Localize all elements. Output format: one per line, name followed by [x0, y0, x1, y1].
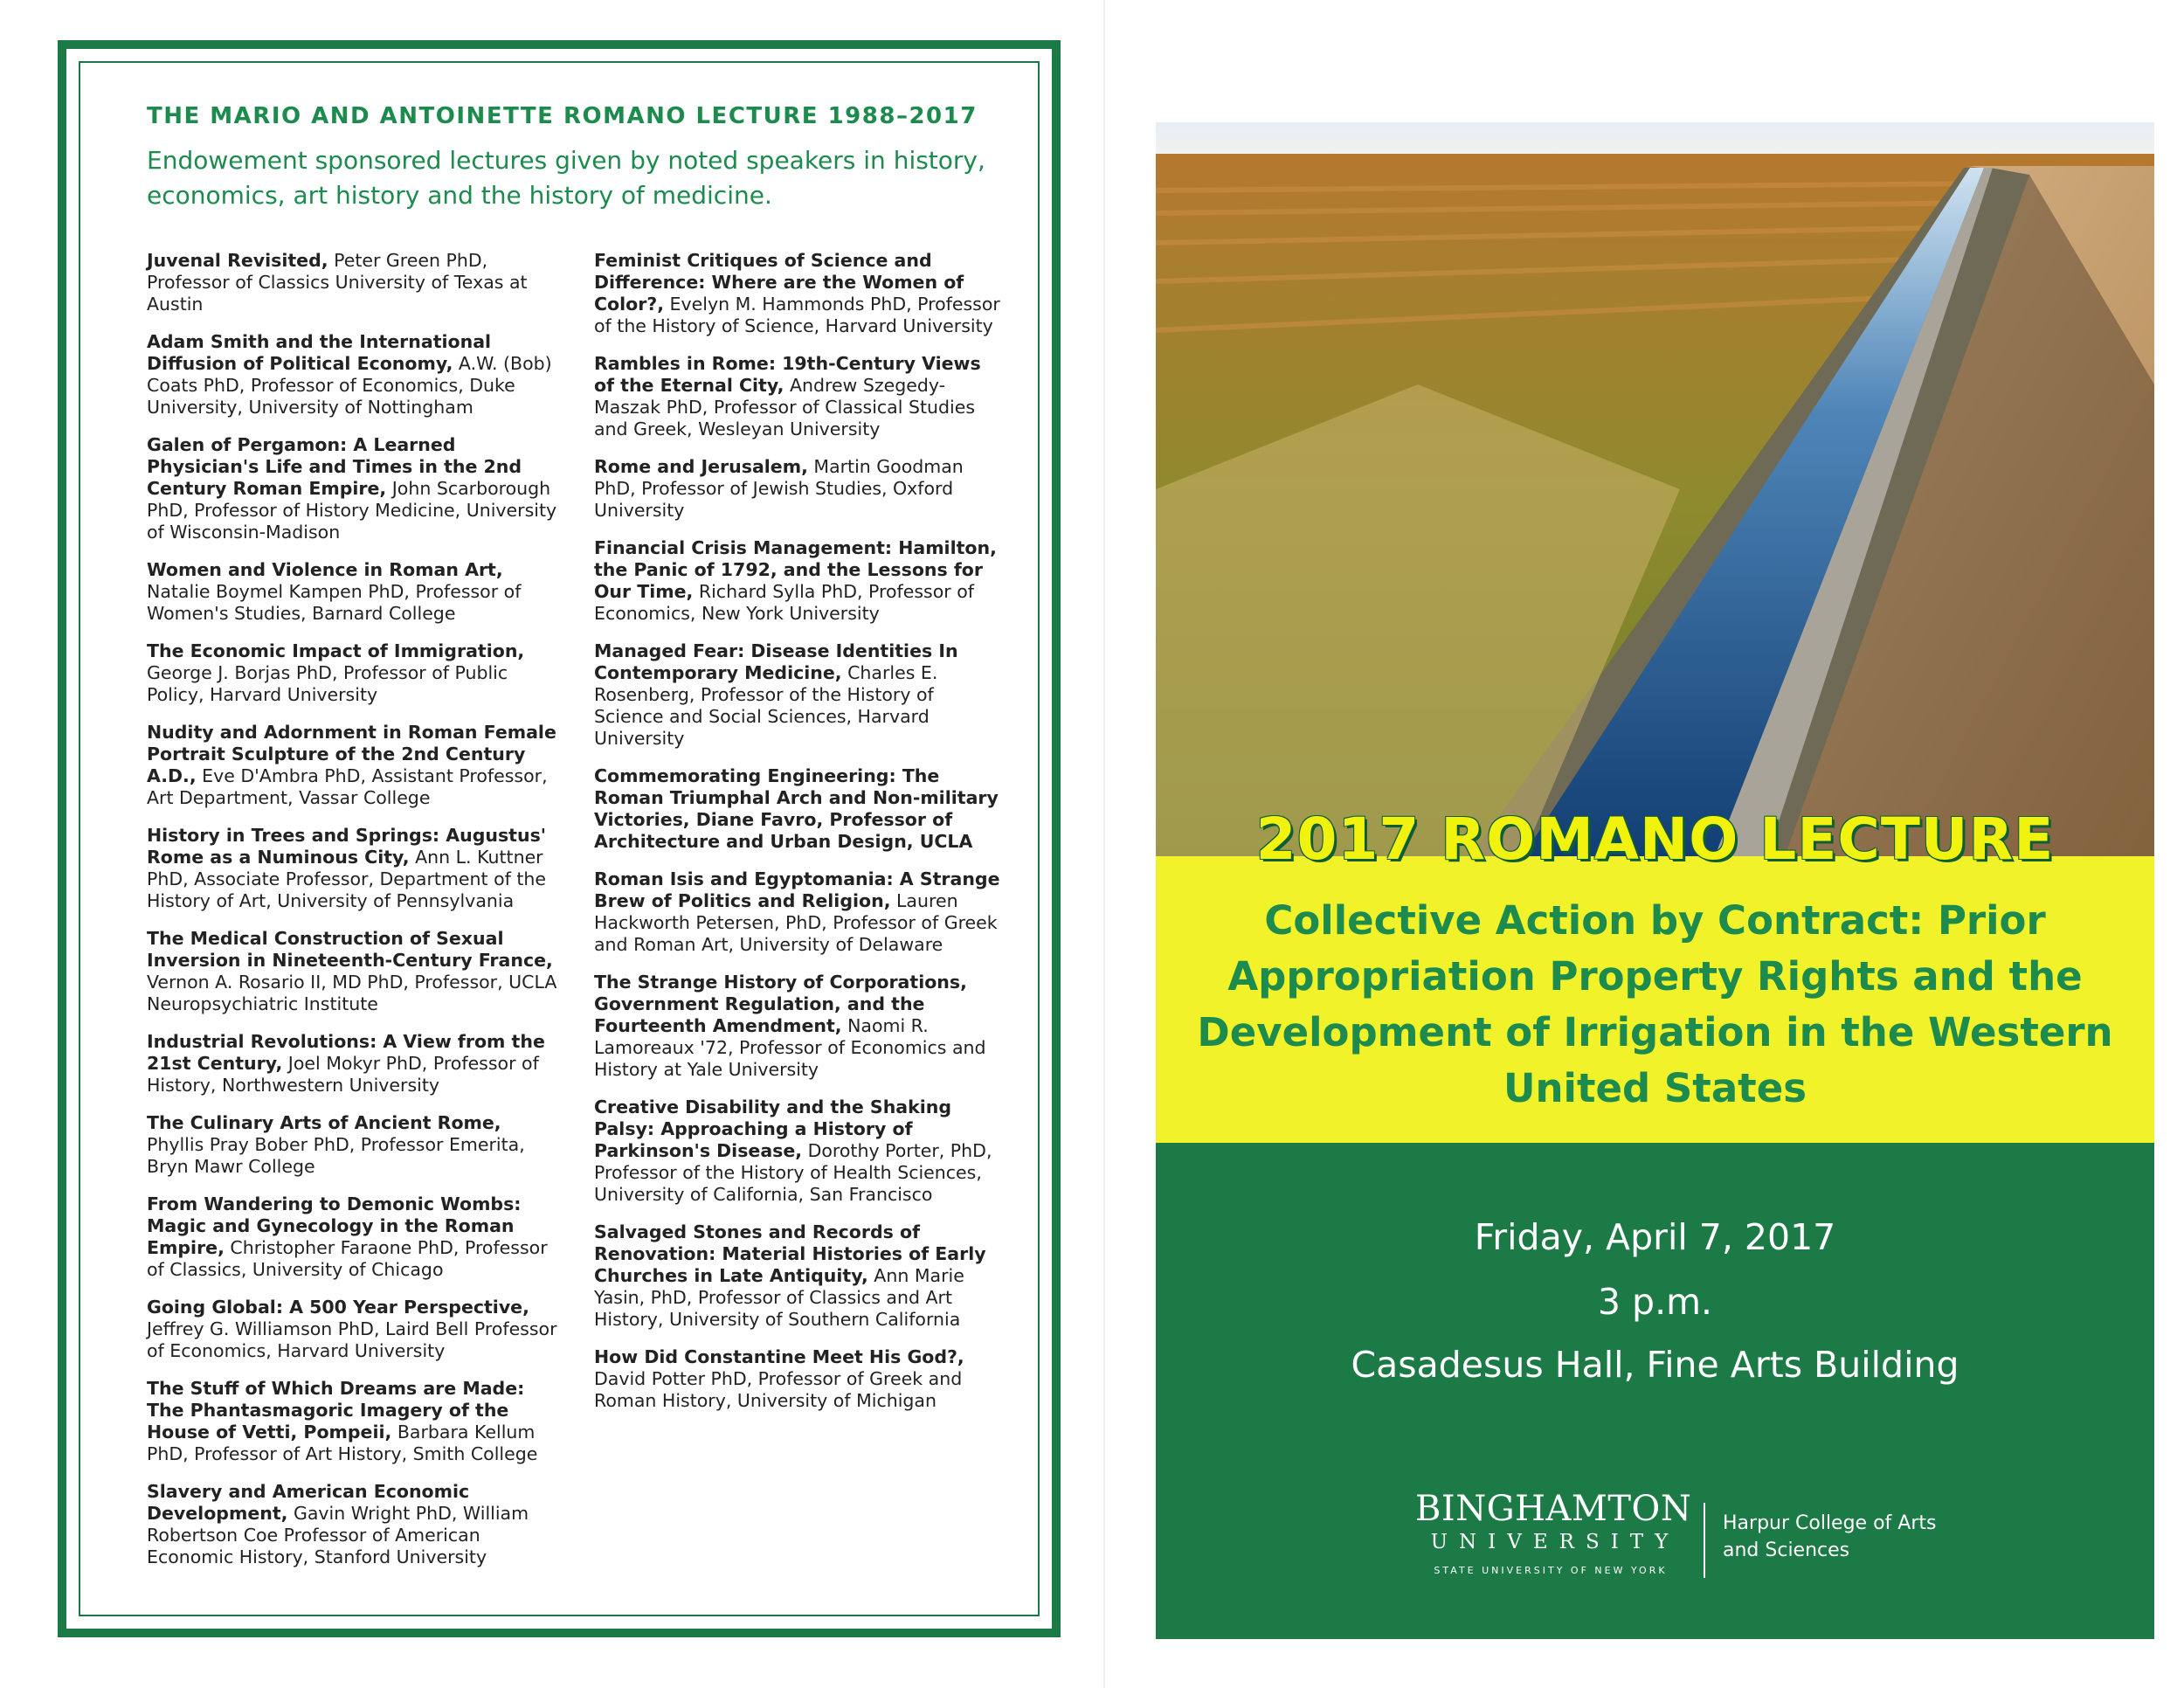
lecture-entry — [594, 353, 1005, 440]
lecture-entry-title: Creative Disability and the Shaking Palsy: Approaching a History of Parkinson's Disease, — [594, 1097, 952, 1161]
lecture-entry-title: The Medical Construction of Sexual Inversion in Nineteenth-Century France, — [147, 928, 553, 971]
lecture-entry-speaker: Dorothy Porter, PhD, Professor of the History of Health Sciences, University of California, San Francisco — [594, 1140, 992, 1205]
lecture-entry-speaker: A.W. (Bob) Coats PhD, Professor of Economics, Duke University, University of Nottingham — [147, 353, 552, 418]
lecture-entry — [147, 250, 557, 315]
lecture-entry-title: The Culinary Arts of Ancient Rome, — [147, 1112, 501, 1133]
lecture-entry-speaker: Lauren Hackworth Petersen, PhD, Professor of Greek and Roman Art, University of Delaware — [594, 890, 998, 955]
lecture-entry-speaker: Martin Goodman PhD, Professor of Jewish Studies, Oxford University — [594, 456, 964, 521]
lecture-entry-title: Roman Isis and Egyptomania: A Strange Brew of Politics and Religion, — [594, 868, 1000, 911]
irrigation-canal-photo — [1156, 122, 2154, 856]
college-name: Harpur College of Arts and Sciences — [1723, 1512, 1937, 1561]
lecture-entry-title: Galen of Pergamon: A Learned Physician's Life and Times in the 2nd Century Roman Empire, — [147, 434, 522, 499]
banner-heading: 2017 ROMANO LECTURE — [1255, 806, 2055, 873]
lecture-entry — [147, 1112, 557, 1178]
lecture-entry — [594, 640, 1005, 750]
lecture-entry-title: The Economic Impact of Immigration, — [147, 640, 525, 661]
lecture-entry-title: Feminist Critiques of Science and Difference: Where are the Women of Color?, — [594, 250, 964, 315]
lecture-entry-speaker: Ann Marie Yasin, PhD, Professor of Classics and Art History, University of Southern California — [594, 1265, 964, 1330]
lecture-entry-title: Going Global: A 500 Year Perspective, — [147, 1297, 529, 1318]
lecture-entry-title: Rome and Jerusalem, — [594, 456, 808, 477]
lecture-entry-speaker: Jeffrey G. Williamson PhD, Laird Bell Professor of Economics, Harvard University — [147, 1318, 557, 1361]
lecture-entry — [147, 559, 557, 625]
lecture-entry — [147, 331, 557, 419]
lecture-entry-title: Women and Violence in Roman Art, — [147, 559, 503, 580]
lecture-entry-speaker: Vernon A. Rosario II, MD PhD, Professor, UCLA Neuropsychiatric Institute — [147, 972, 557, 1014]
lecture-entry-speaker: Natalie Boymel Kampen PhD, Professor of Women's Studies, Barnard College — [147, 581, 522, 624]
lecture-entry-title: Salvaged Stones and Records of Renovation: Material Histories of Early Churches in Late Antiquity, — [594, 1221, 986, 1286]
lecture-entry-speaker: Naomi R. Lamoreaux '72, Professor of Economics and History at Yale University — [594, 1015, 986, 1080]
lecture-entry-title: Industrial Revolutions: A View from the 21st Century, — [147, 1031, 545, 1074]
lecture-entry-speaker: George J. Borjas PhD, Professor of Public Policy, Harvard University — [147, 662, 508, 705]
logo-university: UNIVERSITY — [1430, 1531, 1680, 1553]
lecture-entry — [594, 765, 1005, 853]
lecture-entry-speaker: Andrew Szegedy-Maszak PhD, Professor of Classical Studies and Greek, Wesleyan University — [594, 375, 976, 439]
lecture-entry-title: Managed Fear: Disease Identities In Contemporary Medicine, — [594, 640, 958, 683]
lecture-entry — [147, 434, 557, 543]
event-date: Friday, April 7, 2017 — [1474, 1216, 1836, 1258]
lecture-entry — [594, 537, 1005, 625]
logo-divider — [1704, 1503, 1705, 1578]
lecture-entry — [147, 1193, 557, 1281]
lecture-entry-speaker: Gavin Wright PhD, William Robertson Coe Professor of American Economic History, Stanford University — [147, 1503, 529, 1567]
fold-line — [1103, 0, 1105, 1688]
lecture-entry-title: Rambles in Rome: 19th-Century Views of the Eternal City, — [594, 353, 981, 396]
lecture-entry — [147, 1481, 557, 1568]
lecture-entry — [594, 456, 1005, 522]
lecture-entry — [594, 1346, 1005, 1412]
event-location: Casadesus Hall, Fine Arts Building — [1351, 1344, 1959, 1386]
lecture-entry-speaker: Ann L. Kuttner PhD, Associate Professor, Department of the History of Art, University of Pennsylvania — [147, 847, 546, 911]
lecture-entry — [147, 825, 557, 912]
series-subtitle: Endowement sponsored lectures given by noted speakers in history, economics, art history and the history of medicine. — [147, 146, 985, 210]
lecture-entry-speaker: Barbara Kellum PhD, Professor of Art History, Smith College — [147, 1422, 538, 1464]
lecture-entry — [594, 250, 1005, 337]
series-title: THE MARIO AND ANTOINETTE ROMANO LECTURE 1988–2017 — [147, 103, 978, 129]
lecture-entry — [594, 972, 1005, 1081]
binghamton-logo — [1415, 1489, 1692, 1576]
lecture-entry-title: Adam Smith and the International Diffusion of Political Economy, — [147, 331, 492, 374]
lecture-list-right — [594, 250, 1005, 1428]
lecture-entry-speaker: Christopher Faraone PhD, Professor of Classics, University of Chicago — [147, 1237, 548, 1280]
lecture-entry-speaker: Evelyn M. Hammonds PhD, Professor of the History of Science, Harvard University — [594, 294, 1000, 336]
lecture-entry — [594, 868, 1005, 956]
lecture-entry — [594, 1097, 1005, 1206]
lecture-entry-title: Financial Crisis Management: Hamilton, the Panic of 1792, and the Lessons for Our Time, — [594, 537, 997, 602]
lecture-entry-speaker: Phyllis Pray Bober PhD, Professor Emerita, Bryn Mawr College — [147, 1134, 525, 1177]
lecture-entry-title: Nudity and Adornment in Roman Female Portrait Sculpture of the 2nd Century A.D., — [147, 722, 556, 786]
lecture-entry — [147, 640, 557, 706]
lecture-entry-speaker: John Scarborough PhD, Professor of History Medicine, University of Wisconsin-Madison — [147, 478, 557, 543]
lecture-entry — [147, 1297, 557, 1362]
lecture-entry-title: The Stuff of Which Dreams are Made: The Phantasmagoric Imagery of the House of Vetti, Pompeii, — [147, 1378, 525, 1442]
lecture-entry-speaker: Charles E. Rosenberg, Professor of the History of Science and Social Sciences, Harvard University — [594, 662, 938, 749]
lecture-entry-speaker: Peter Green PhD, Professor of Classics University of Texas at Austin — [147, 250, 528, 315]
lecture-list-left — [147, 250, 557, 1584]
lecture-entry — [594, 1221, 1005, 1331]
lecture-entry-speaker: David Potter PhD, Professor of Greek and Roman History, University of Michigan — [594, 1368, 963, 1411]
lecture-entry-title: History in Trees and Springs: Augustus' Rome as a Numinous City, — [147, 825, 547, 868]
logo-name: BINGHAMTON — [1415, 1489, 1692, 1529]
logo-suny: STATE UNIVERSITY OF NEW YORK — [1434, 1565, 1668, 1576]
lecture-entry — [147, 1378, 557, 1465]
lecture-entry — [147, 722, 557, 809]
lecture-title: Collective Action by Contract: Prior Appropriation Property Rights and the Development of Irrigation in the Western United States — [1197, 897, 2113, 1111]
lecture-entry-speaker: Joel Mokyr PhD, Professor of History, Northwestern University — [147, 1053, 539, 1096]
lecture-history-panel — [58, 40, 1061, 1637]
lecture-entry — [147, 1031, 557, 1097]
lecture-entry-title: Slavery and American Economic Development, — [147, 1481, 470, 1524]
lecture-entry — [147, 928, 557, 1015]
event-time: 3 p.m. — [1597, 1281, 1713, 1323]
lecture-entry-title: The Strange History of Corporations, Government Regulation, and the Fourteenth Amendment, — [594, 972, 967, 1036]
lecture-entry-speaker: Eve D'Ambra PhD, Assistant Professor, Art Department, Vassar College — [147, 765, 548, 808]
lecture-entry-title: Juvenal Revisited, — [147, 250, 328, 271]
lecture-entry-title: Commemorating Engineering: The Roman Triumphal Arch and Non-military Victories, Diane Favro, Professor of Architecture and Urban Design, UCLA — [594, 765, 999, 852]
lecture-entry-title: How Did Constantine Meet His God?, — [594, 1346, 964, 1367]
lecture-entry-title: From Wandering to Demonic Wombs: Magic and Gynecology in the Roman Empire, — [147, 1193, 522, 1258]
lecture-entry-speaker: Richard Sylla PhD, Professor of Economics, New York University — [594, 581, 974, 624]
